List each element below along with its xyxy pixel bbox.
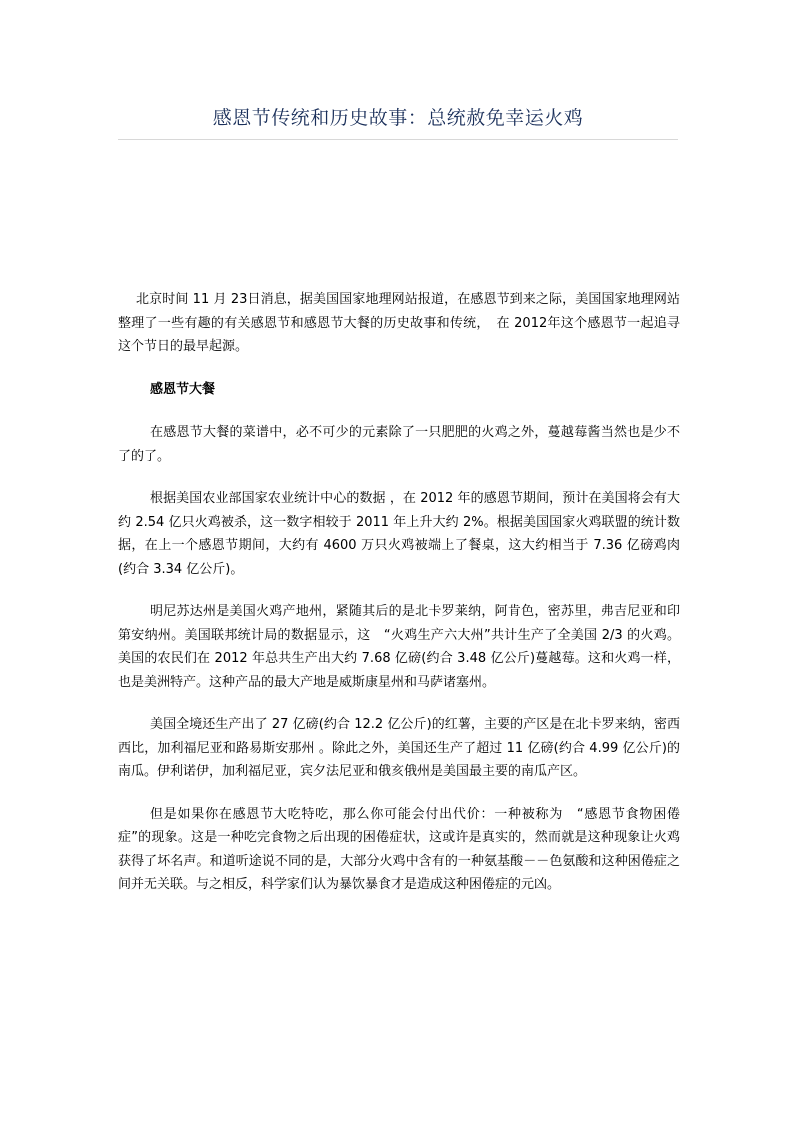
section-heading: 感恩节大餐 <box>150 381 216 397</box>
title-divider <box>118 139 678 140</box>
body-paragraph: 美国全境还生产出了 27 亿磅(约合 12.2 亿公斤)的红薯，主要的产区是在北卡罗来纳，密西西比，加利福尼亚和路易斯安那州 。除此之外，美国还生产了超过 11 亿磅(约合 4.99 亿公斤)的南瓜。伊利诺伊，加利福尼亚，宾夕法尼亚和俄亥俄州是美国最主要的南瓜产区。 <box>118 717 680 779</box>
intro-paragraph: 北京时间 11 月 23日消息，据美国国家地理网站报道，在感恩节到来之际，美国国家地理网站整理了一些有趣的有关感恩节和感恩节大餐的历史故事和传统， 在 2012年这个感恩节一起追寻这个节日的最早起源。 <box>118 292 680 354</box>
page-title: 感恩节传统和历史故事：总统赦免幸运火鸡 <box>212 107 584 129</box>
body-paragraph: 在感恩节大餐的菜谱中，必不可少的元素除了一只肥肥的火鸡之外，蔓越莓酱当然也是少不了的了。 <box>118 425 680 464</box>
body-paragraph: 根据美国农业部国家农业统计中心的数据 ，在 2012 年的感恩节期间，预计在美国将会有大约 2.54 亿只火鸡被杀，这一数字相较于 2011 年上升大约 2%。根据美国国家火鸡联盟的统计数据，在上一个感恩节期间，大约有 4600 万只火鸡被端上了餐桌，这大约相当于 7.36 亿磅鸡肉(约合 3.34 亿公斤)。 <box>118 491 680 577</box>
body-paragraph: 但是如果你在感恩节大吃特吃，那么你可能会付出代价：一种被称为 “感恩节食物困倦症”的现象。这是一种吃完食物之后出现的困倦症状，这或许是真实的，然而就是这种现象让火鸡获得了坏名声。和道听途说不同的是，大部分火鸡中含有的一种氨基酸－－色氨酸和这种困倦症之间并无关联。与之相反，科学家们认为暴饮暴食才是造成这种困倦症的元凶。 <box>118 806 680 892</box>
article-body <box>118 288 680 916</box>
body-paragraph: 明尼苏达州是美国火鸡产地州，紧随其后的是北卡罗莱纳，阿肯色，密苏里，弗吉尼亚和印第安纳州。美国联邦统计局的数据显示，这 “火鸡生产六大州”共计生产了全美国 2/3 的火鸡。美国的农民们在 2012 年总共生产出大约 7.68 亿磅(约合 3.48 亿公斤)蔓越莓。这和火鸡一样，也是美洲特产。这种产品的最大产地是威斯康星州和马萨诸塞州。 <box>118 604 680 690</box>
